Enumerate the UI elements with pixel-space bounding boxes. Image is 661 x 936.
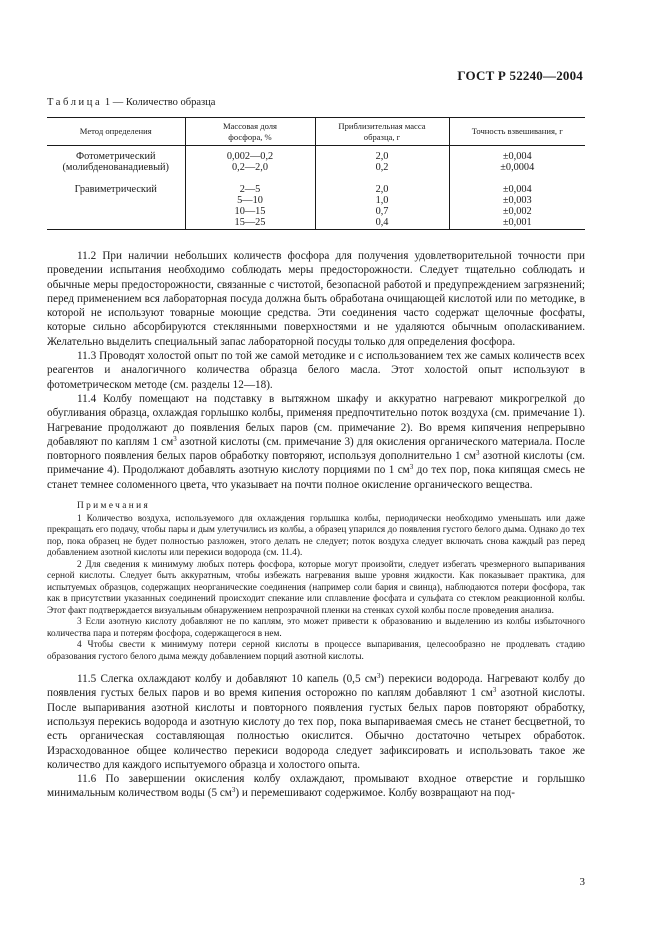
notes-title: Примечания <box>77 501 151 512</box>
cell-mass: 2,0 0,2 <box>315 146 449 182</box>
page-number: 3 <box>579 876 585 888</box>
cell-mass: 2,0 1,0 0,7 0,4 <box>315 182 449 230</box>
cell-phosphorus: 0,002—0,2 0,2—2,0 <box>185 146 315 182</box>
table-caption <box>47 97 215 108</box>
document-code-header: ГОСТ Р 52240—2004 <box>457 68 583 83</box>
table-row <box>47 182 585 230</box>
header-approx-mass: Приблизительная масса образца, г <box>315 118 449 146</box>
cell-phosphorus: 2—5 5—10 10—15 15—25 <box>185 182 315 230</box>
table-header-row <box>47 118 585 146</box>
header-phosphorus-fraction: Массовая доля фосфора, % <box>185 118 315 146</box>
cell-accuracy: ±0,004 ±0,0004 <box>449 146 585 182</box>
paragraph-11-2: 11.2 При наличии небольших количеств фосфора для получения удовлетворительной точности при проведении испытания необходимо соблюдать меры предосторожности. Следует тщательно соблюдать и обычные меры предосторожности, связанные с чистотой, безопасной работой и предупреждением загрязнений; перед применением вся лабораторная посуда должна быть обработана очищающей кислотой или по методике, в которой не используют товарные моющие средства. Эти соединения часто содержат щелочные фосфаты, которые сильно абсорбируются стеклянными поверхностями и не удаляются обычным ополаскиванием. Желательно выделить специальный запас лабораторной посуды только для определения фосфора. <box>47 250 585 348</box>
note-3: 3 Если азотную кислоту добавляют не по каплям, это может привести к образованию и выделению из колбы избыточного количества пара и потерям фосфора, содержащегося в нем. <box>47 617 585 639</box>
header-method: Метод определения <box>47 118 185 146</box>
cell-accuracy: ±0,004 ±0,003 ±0,002 ±0,001 <box>449 182 585 230</box>
table-caption-title: 1 — Количество образца <box>102 97 216 108</box>
cell-method: Фотометрический (молибденованадиевый) <box>47 146 185 182</box>
note-4: 4 Чтобы свести к минимуму потери серной кислоты в процессе выпаривания, целесообразно не продлевать стадию образования густого белого дыма между добавлением порций азотной кислоты. <box>47 640 585 662</box>
paragraph-11-6: 11.6 По завершении окисления колбу охлаждают, промывают входное отверстие и горлышко минимальным количеством воды (5 $см^3$) и перемешивают содержимое. Колбу возвращают на под- <box>47 773 585 800</box>
paragraph-11-3: 11.3 Проводят холостой опыт по той же самой методике и с использованием тех же самых количеств всех реагентов и аналогичного количества образца белого масла. Этот холостой опыт используют в фотометрическом методе (см. разделы 12—18). <box>47 350 585 391</box>
header-weighing-accuracy: Точность взвешивания, г <box>449 118 585 146</box>
paragraph-11-4: 11.4 Колбу помещают на подставку в вытяжном шкафу и аккуратно нагревают микрогрелкой до обугливания образца, охлаждая горлышко колбы, применяя предпочтительно поток воздуха (см. примечание 1). Нагревание продолжают до появления белых паров (см. примечание 2). Во время кипячения непрерывно добавляют по каплям 1 $см^3$ азотной кислоты (см. примечание 3) для окисления органического материала. После повторного появления белых паров обработку повторяют, используя дополнительно 1 $см^3$ азотной кислоты (см. примечание 4). Продолжают добавлять азотную кислоту порциями по 1 $см^3$ до тех пор, пока кипящая смесь не станет темнее соломенного цвета, что указывает на почти полное окисление органического вещества. <box>47 392 585 491</box>
notes-block <box>47 501 585 663</box>
table-caption-label: Таблица <box>47 97 103 108</box>
sample-quantity-table <box>47 117 585 230</box>
body-text <box>47 249 585 801</box>
table-row <box>47 146 585 182</box>
note-2: 2 Для сведения к минимуму любых потерь фосфора, которые могут произойти, следует избегать чрезмерного выпаривания серной кислоты. Следует быть аккуратным, чтобы избежать нагревания выше уровня жидкости. Как показывает практика, для испытуемых образцов, содержащих неорганические соединения (например соли бария и свинца), наблюдаются потери фосфора, так как в присутствии указанных соединений происходит спекание или сплавление фосфата и сульфата со стеклом реакционной колбы. Этот факт подтверждается визуальным обнаружением непрозрачной пленки на стенках сухой колбы после проведения анализа. <box>47 559 585 616</box>
cell-method: Гравиметрический <box>47 182 185 230</box>
note-1: 1 Количество воздуха, используемого для охлаждения горлышка колбы, периодически необходимо уменьшать или даже прекращать его подачу, чтобы пары и дым улетучились из колбы, а образец упарился до появления густого белого дыма. Однако до тех пор, пока образец не будет полностью разложен, этого делать не следует; поток воздуха следует включать снова каждый раз перед добавлением азотной кислоты или перекиси водорода (см. 11.4). <box>47 513 585 559</box>
paragraph-11-5: 11.5 Слегка охлаждают колбу и добавляют 10 капель (0,5 $см^3$) перекиси водорода. Нагревают колбу до появления густых белых паров и во время кипения осторожно по каплям добавляют 1 $см^3$ азотной кислоты. После выпаривания азотной кислоты и повторного появления густых белых паров повторяют обработку, используя перекись водорода и азотную кислоту до тех пор, пока выпариваемая смесь не станет бесцветной, то есть органическая составляющая полностью окислится. Обычно достаточно четырех обработок. Израсходованное общее количество перекиси водорода следует зафиксировать и использовать такое же количество для каждого испытуемого образца и холостого опыта. <box>47 672 585 771</box>
